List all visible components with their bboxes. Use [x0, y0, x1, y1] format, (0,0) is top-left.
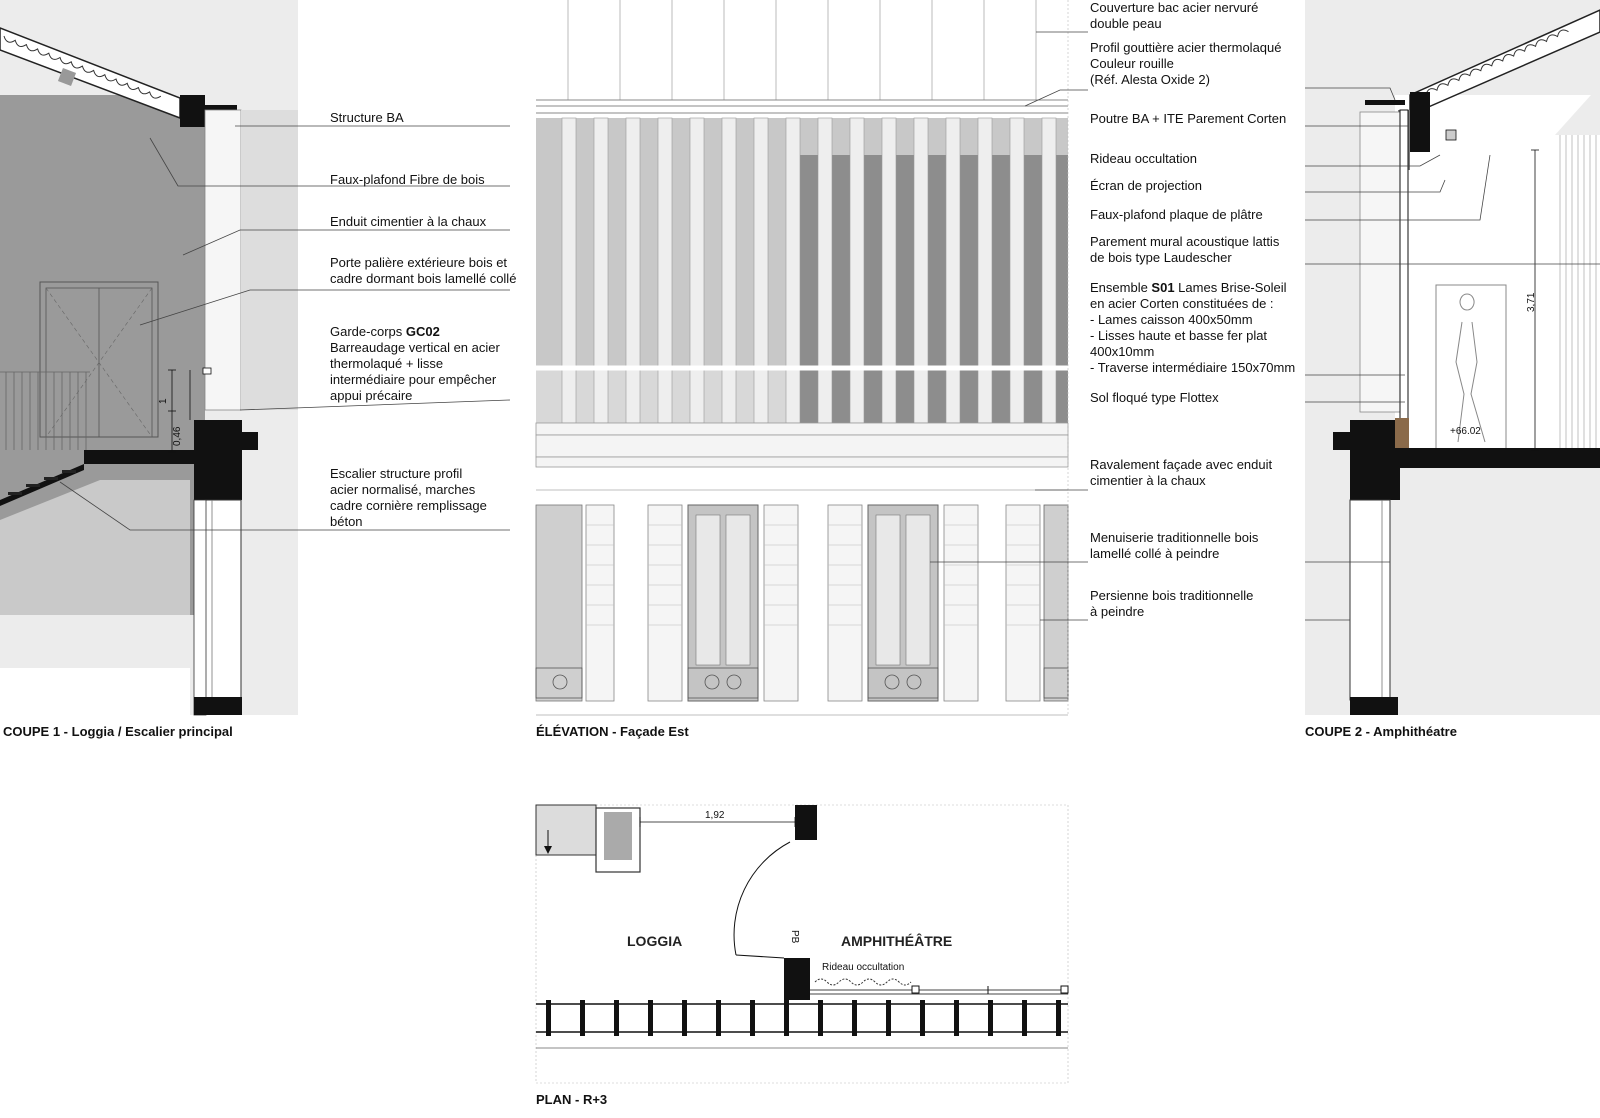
label-sol-floque	[1090, 390, 1219, 406]
label-line: Barreaudage vertical en acier	[330, 340, 500, 355]
label-heading	[330, 324, 500, 340]
caption-coupe-2: COUPE 2 - Amphithéatre	[1305, 724, 1457, 739]
label-line: Parement mural acoustique lattis	[1090, 234, 1280, 249]
label-head-pre: Ensemble	[1090, 280, 1152, 295]
label-line: béton	[330, 514, 363, 529]
label-head-code: S01	[1151, 280, 1175, 295]
dimension-046: 0,46	[172, 426, 183, 446]
label-rideau-occultation	[1090, 151, 1197, 167]
label-persienne	[1090, 588, 1253, 620]
label-profil-gouttiere	[1090, 40, 1282, 88]
coupe-2-section	[1305, 0, 1600, 715]
label-line: en acier Corten constituées de :	[1090, 296, 1274, 311]
label-faux-plafond-platre	[1090, 207, 1263, 223]
label-head-post: Lames Brise-Soleil	[1174, 280, 1287, 295]
label-poutre-ba	[1090, 111, 1286, 127]
label-line: - Lames caisson 400x50mm	[1090, 312, 1253, 327]
label-head-code: GC02	[405, 324, 440, 339]
label-enduit-cimentier	[330, 214, 486, 230]
plan-r3	[536, 805, 1068, 1083]
label-ensemble-s01	[1090, 280, 1295, 376]
label-line: intermédiaire pour empêcher	[330, 372, 497, 387]
label-line: - Traverse intermédiaire 150x70mm	[1090, 360, 1296, 375]
label-head-pre: Garde-corps	[330, 324, 406, 339]
label-line: à peindre	[1090, 604, 1145, 619]
label-line: Structure BA	[330, 110, 404, 125]
label-line: Porte palière extérieure bois et	[330, 255, 508, 270]
label-line: Couverture bac acier nervuré	[1090, 0, 1259, 15]
label-ecran-projection	[1090, 178, 1202, 194]
label-line: cadre cornière remplissage	[330, 498, 487, 513]
label-line: Poutre BA + ITE Parement Corten	[1090, 111, 1287, 126]
label-menuiserie	[1090, 530, 1258, 562]
label-line: Menuiserie traditionnelle bois	[1090, 530, 1259, 545]
label-garde-corps	[330, 324, 500, 404]
label-line: Faux-plafond Fibre de bois	[330, 172, 485, 187]
label-line: Escalier structure profil	[330, 466, 463, 481]
label-escalier-structure	[330, 466, 487, 530]
label-line: - Lisses haute et basse fer plat	[1090, 328, 1268, 343]
room-loggia: LOGGIA	[627, 933, 683, 949]
label-line: Profil gouttière acier thermolaqué	[1090, 40, 1282, 55]
label-line: 400x10mm	[1090, 344, 1155, 359]
door-tag: PB	[789, 930, 800, 944]
label-ravalement-facade	[1090, 457, 1272, 489]
label-line: acier normalisé, marches	[330, 482, 476, 497]
label-parement-mural	[1090, 234, 1279, 266]
label-line: thermolaqué + lisse	[330, 356, 444, 371]
label-line: de bois type Laudescher	[1090, 250, 1232, 265]
caption-elevation: ÉLÉVATION - Façade Est	[536, 724, 689, 739]
caption-plan: PLAN - R+3	[536, 1092, 608, 1107]
label-porte-paliere	[330, 255, 516, 287]
dimension-371: 3,71	[1526, 292, 1537, 312]
label-line: Rideau occultation	[1090, 151, 1197, 166]
label-line: double peau	[1090, 16, 1162, 31]
label-line: lamellé collé à peindre	[1090, 546, 1220, 561]
label-line: Enduit cimentier à la chaux	[330, 214, 487, 229]
label-line: (Réf. Alesta Oxide 2)	[1090, 72, 1210, 87]
caption-coupe-1: COUPE 1 - Loggia / Escalier principal	[3, 724, 233, 739]
plan-curtain-label: Rideau occultation	[822, 962, 905, 973]
label-faux-plafond-fibre	[330, 172, 485, 188]
label-line: Persienne bois traditionnelle	[1090, 588, 1254, 603]
label-line: cadre dormant bois lamellé collé	[330, 271, 517, 286]
label-line: cimentier à la chaux	[1090, 473, 1206, 488]
elevation-facade-est	[536, 0, 1088, 715]
label-couverture-bac-acier	[1090, 0, 1258, 32]
room-amphitheatre: AMPHITHÉÂTRE	[841, 933, 953, 949]
dimension-192: 1,92	[705, 810, 725, 821]
label-heading	[1090, 280, 1295, 296]
label-line: Ravalement façade avec enduit	[1090, 457, 1273, 472]
label-structure-ba	[330, 110, 404, 126]
label-line: Sol floqué type Flottex	[1090, 390, 1219, 405]
label-line: Écran de projection	[1090, 178, 1203, 193]
label-line: Faux-plafond plaque de plâtre	[1090, 207, 1263, 222]
dimension-1: 1	[158, 398, 169, 404]
level-mark: +66.02	[1450, 426, 1481, 437]
label-line: Couleur rouille	[1090, 56, 1174, 71]
label-line: appui précaire	[330, 388, 413, 403]
